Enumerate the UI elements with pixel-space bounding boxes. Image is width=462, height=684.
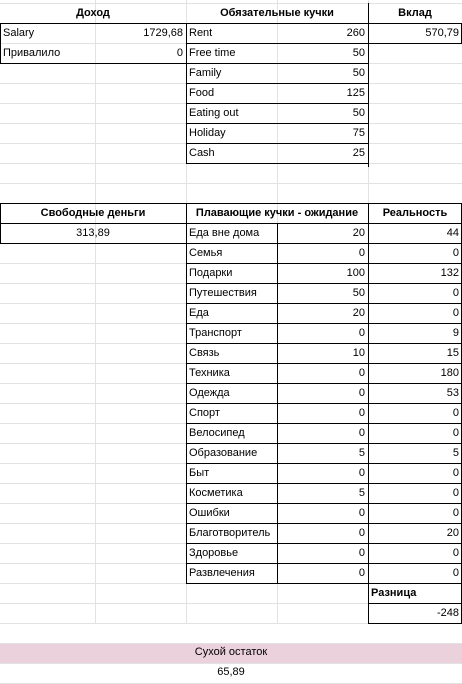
floating-actual[interactable]: 0 bbox=[452, 307, 459, 319]
floating-actual[interactable]: 0 bbox=[452, 407, 459, 419]
floating-expected[interactable]: 50 bbox=[352, 287, 365, 299]
floating-expected[interactable]: 100 bbox=[346, 267, 365, 279]
floating-actual[interactable]: 0 bbox=[452, 247, 459, 259]
floating-expected[interactable]: 5 bbox=[358, 447, 365, 459]
mandatory-value[interactable]: 260 bbox=[346, 27, 365, 39]
header-floating[interactable]: Плавающие кучки - ожидание bbox=[195, 207, 359, 219]
floating-actual[interactable]: 20 bbox=[446, 527, 459, 539]
header-mandatory[interactable]: Обязательные кучки bbox=[220, 7, 334, 19]
deposit-value[interactable]: 570,79 bbox=[425, 27, 459, 39]
floating-expected[interactable]: 0 bbox=[358, 547, 365, 559]
floating-label[interactable]: Велосипед bbox=[189, 427, 245, 439]
mandatory-value[interactable]: 25 bbox=[352, 147, 365, 159]
floating-actual[interactable]: 0 bbox=[452, 487, 459, 499]
mandatory-label[interactable]: Food bbox=[189, 87, 215, 99]
free-money-value[interactable]: 313,89 bbox=[76, 227, 110, 239]
floating-expected[interactable]: 0 bbox=[358, 367, 365, 379]
floating-actual[interactable]: 0 bbox=[452, 507, 459, 519]
floating-actual[interactable]: 132 bbox=[440, 267, 459, 279]
floating-actual[interactable]: 0 bbox=[452, 427, 459, 439]
difference-value[interactable]: -248 bbox=[436, 607, 459, 619]
floating-expected[interactable]: 20 bbox=[352, 307, 365, 319]
floating-label[interactable]: Косметика bbox=[189, 487, 243, 499]
floating-label[interactable]: Быт bbox=[189, 467, 210, 479]
floating-actual[interactable]: 0 bbox=[452, 467, 459, 479]
header-reality[interactable]: Реальность bbox=[382, 207, 448, 219]
mandatory-value[interactable]: 50 bbox=[352, 107, 365, 119]
floating-actual[interactable]: 9 bbox=[452, 327, 459, 339]
floating-actual[interactable]: 53 bbox=[446, 387, 459, 399]
gridline-vertical bbox=[95, 0, 96, 624]
floating-expected[interactable]: 20 bbox=[352, 227, 365, 239]
floating-label[interactable]: Еда bbox=[189, 307, 209, 319]
floating-label[interactable]: Путешествия bbox=[189, 287, 257, 299]
mandatory-value[interactable]: 75 bbox=[352, 127, 365, 139]
income-value[interactable]: 0 bbox=[176, 47, 183, 59]
gridline-horizontal bbox=[0, 183, 462, 184]
mandatory-value[interactable]: 50 bbox=[352, 67, 365, 79]
floating-actual[interactable]: 0 bbox=[452, 547, 459, 559]
floating-actual[interactable]: 5 bbox=[452, 447, 459, 459]
dry-remainder-label[interactable]: Сухой остаток bbox=[194, 646, 268, 658]
header-income[interactable]: Доход bbox=[76, 7, 110, 19]
floating-expected[interactable]: 0 bbox=[358, 247, 365, 259]
floating-expected[interactable]: 0 bbox=[358, 387, 365, 399]
floating-expected[interactable]: 0 bbox=[358, 407, 365, 419]
floating-label[interactable]: Развлечения bbox=[189, 567, 255, 579]
mandatory-label[interactable]: Free time bbox=[189, 47, 236, 59]
mandatory-label[interactable]: Family bbox=[189, 67, 222, 79]
floating-label[interactable]: Спорт bbox=[189, 407, 220, 419]
dry-remainder-value[interactable]: 65,89 bbox=[217, 666, 245, 678]
floating-label[interactable]: Здоровье bbox=[189, 547, 239, 559]
header-free-money[interactable]: Свободные деньги bbox=[40, 207, 146, 219]
mandatory-label[interactable]: Rent bbox=[189, 27, 213, 39]
income-value[interactable]: 1729,68 bbox=[143, 27, 183, 39]
floating-actual[interactable]: 15 bbox=[446, 347, 459, 359]
income-label[interactable]: Salary bbox=[3, 27, 35, 39]
difference-label[interactable]: Разница bbox=[371, 587, 417, 599]
floating-label[interactable]: Ошибки bbox=[189, 507, 230, 519]
floating-expected[interactable]: 0 bbox=[358, 567, 365, 579]
mandatory-value[interactable]: 125 bbox=[346, 87, 365, 99]
floating-expected[interactable]: 5 bbox=[358, 487, 365, 499]
floating-label[interactable]: Благотворитель bbox=[189, 527, 271, 539]
floating-expected[interactable]: 0 bbox=[358, 467, 365, 479]
floating-expected[interactable]: 0 bbox=[358, 507, 365, 519]
income-label[interactable]: Привалило bbox=[3, 47, 61, 59]
floating-label[interactable]: Транспорт bbox=[189, 327, 242, 339]
floating-expected[interactable]: 10 bbox=[352, 347, 365, 359]
floating-expected[interactable]: 0 bbox=[358, 527, 365, 539]
floating-expected[interactable]: 0 bbox=[358, 427, 365, 439]
mandatory-label[interactable]: Holiday bbox=[189, 127, 226, 139]
mandatory-value[interactable]: 50 bbox=[352, 47, 365, 59]
floating-actual[interactable]: 180 bbox=[440, 367, 459, 379]
floating-label[interactable]: Еда вне дома bbox=[189, 227, 260, 239]
floating-actual[interactable]: 0 bbox=[452, 287, 459, 299]
mandatory-label[interactable]: Eating out bbox=[189, 107, 239, 119]
floating-expected[interactable]: 0 bbox=[358, 327, 365, 339]
floating-label[interactable]: Техника bbox=[189, 367, 230, 379]
mandatory-label[interactable]: Cash bbox=[189, 147, 215, 159]
floating-label[interactable]: Одежда bbox=[189, 387, 230, 399]
header-deposit[interactable]: Вклад bbox=[398, 7, 432, 19]
floating-label[interactable]: Образование bbox=[189, 447, 258, 459]
floating-label[interactable]: Подарки bbox=[189, 267, 233, 279]
floating-actual[interactable]: 0 bbox=[452, 567, 459, 579]
floating-label[interactable]: Связь bbox=[189, 347, 220, 359]
floating-actual[interactable]: 44 bbox=[446, 227, 459, 239]
floating-label[interactable]: Семья bbox=[189, 247, 223, 259]
